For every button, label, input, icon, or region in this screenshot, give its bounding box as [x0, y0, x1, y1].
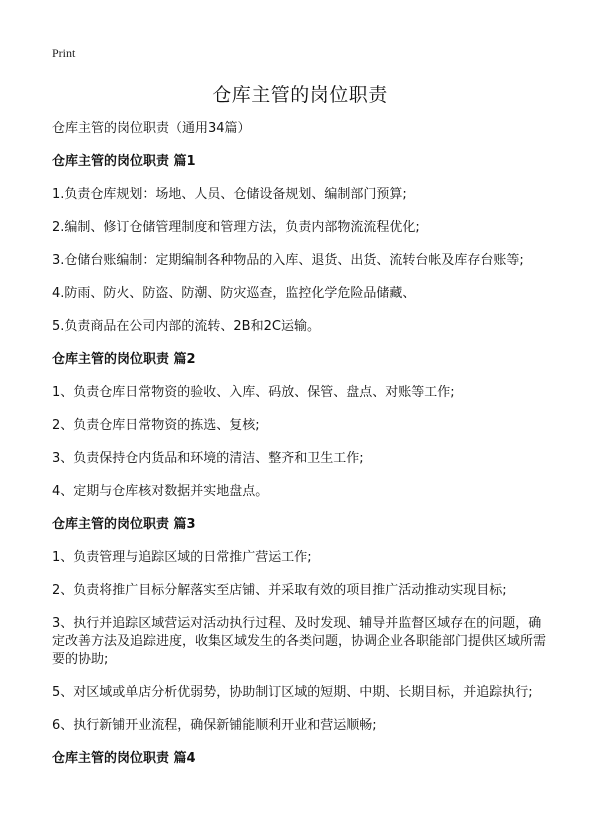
section-heading-1: 仓库主管的岗位职责 篇1 — [52, 154, 196, 169]
print-label[interactable]: Print — [52, 46, 76, 60]
list-item: 3.仓储台账编制：定期编制各种物品的入库、退货、出货、流转台帐及库存台账等; — [52, 253, 524, 268]
list-item: 2.编制、修订仓储管理制度和管理方法，负责内部物流流程优化; — [52, 220, 420, 235]
list-item: 1、负责仓库日常物资的验收、入库、码放、保管、盘点、对账等工作; — [52, 385, 455, 400]
section-heading-3: 仓库主管的岗位职责 篇3 — [52, 517, 196, 532]
document-body — [52, 120, 552, 783]
list-item: 6、执行新铺开业流程，确保新铺能顺利开业和营运顺畅; — [52, 718, 377, 733]
list-item: 2、负责将推广目标分解落实至店铺、并采取有效的项目推广活动推动实现目标; — [52, 583, 507, 598]
list-item: 1、负责管理与追踪区域的日常推广营运工作; — [52, 550, 312, 565]
list-item: 5.负责商品在公司内部的流转、2B和2C运输。 — [52, 319, 320, 334]
list-item: 3、负责保持仓内货品和环境的清洁、整齐和卫生工作; — [52, 451, 364, 466]
document-subtitle: 仓库主管的岗位职责（通用34篇） — [52, 121, 251, 136]
list-item: 2、负责仓库日常物资的拣选、复核; — [52, 418, 260, 433]
document-title: 仓库主管的岗位职责 — [212, 84, 388, 106]
list-item: 4、定期与仓库核对数据并实地盘点。 — [52, 484, 269, 499]
section-heading-2: 仓库主管的岗位职责 篇2 — [52, 352, 196, 367]
list-item: 5、对区域或单店分析优弱势，协助制订区域的短期、中期、长期目标，并追踪执行; — [52, 685, 533, 700]
list-item: 4.防雨、防火、防盗、防潮、防灾巡查，监控化学危险品储藏、 — [52, 286, 416, 301]
list-item: 3、执行并追踪区域营运对活动执行过程、及时发现、辅导并监督区域存在的问题，确定改善方法及追踪进度，收集区域发生的各类问题，协调企业各职能部门提供区域所需要的协助; — [52, 616, 547, 667]
list-item: 1.负责仓库规划：场地、人员、仓储设备规划、编制部门预算; — [52, 187, 407, 202]
section-heading-4: 仓库主管的岗位职责 篇4 — [52, 751, 196, 766]
